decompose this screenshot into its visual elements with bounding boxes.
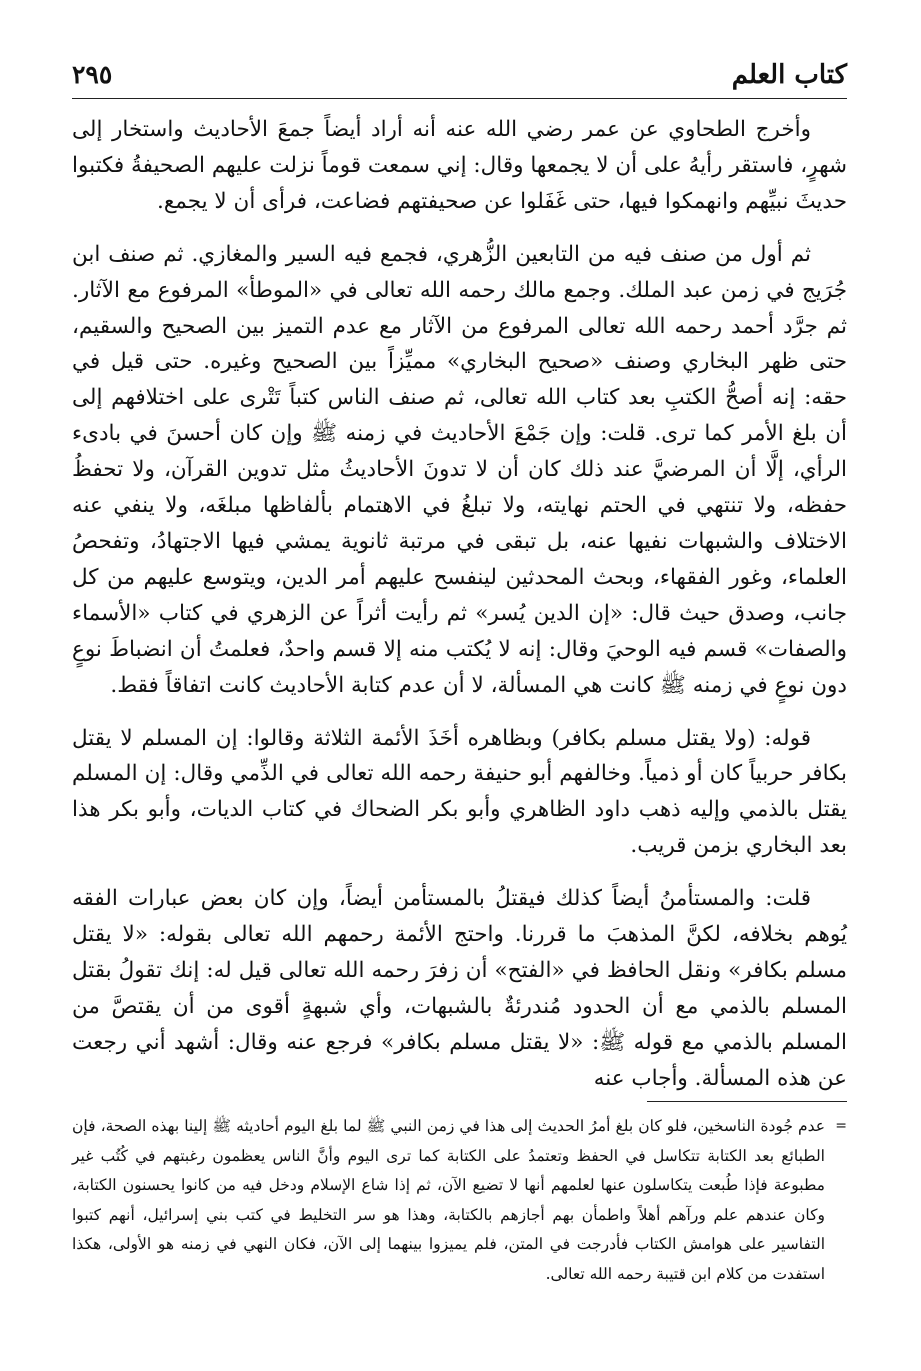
footnote-divider xyxy=(647,1101,847,1102)
page-header xyxy=(72,58,847,99)
running-title: كتاب العلم xyxy=(731,60,847,90)
footnote-text: عدم جُودة الناسخين، فلو كان بلغ أمرُ الحديث إلى هذا في زمن النبي ﷺ لما بلغ اليوم أحاديثه ﷺ إلينا بهذه الصحة، فإن الطبائع بعد الكتابة تتكاسل في الحفظ وتعتمدُ على الكتابة كما ترى اليوم وأنَّ الناس يعظمون رغبتهم في كُتُب غير مطبوعة فإذا طُبعت يتكاسلون عنها لعلمهم أنها لا تضيع الآن، ثم إذا شاع الإسلام ودخل فيه من كانوا يحسنون الكتابة، وكان عندهم علم ورآهم أهلاً واطمأن بهم أجازهم بالكتابة، وهذا هو سر التخليط في كتب بني إسرائيل، أنهم كتبوا التفاسير على هوامش الكتاب فأدرجت في المتن، فلم يميزوا بينهما إلى الآن، فكان النهي في زمنه هو الأولى، هكذا استفدت من كلام ابن قتيبة رحمه الله تعالى. xyxy=(72,1117,825,1283)
page-number: ٢٩٥ xyxy=(72,60,113,89)
paragraph-mustamin: قلت: والمستأمنُ أيضاً كذلك فيقتلُ بالمستأمن أيضاً، وإن كان بعض عبارات الفقه يُوهم بخلافه، لكنَّ المذهبَ ما قررنا. واحتج الأئمة رحمهم الله تعالى بقوله: «لا يقتل مسلم بكافر» ونقل الحافظ في «الفتح» أن زفرَ رحمه الله تعالى قيل له: إنك تقولُ بقتل المسلم بالذمي مع أن الحدود مُندرئةٌ بالشبهات، وأي شبهةٍ أقوى من أن يقتصَّ من المسلم بالذمي مع قوله ﷺ: «لا يقتل مسلم بكافر» فرجع عنه وقال: أشهد أني رجعت عن هذه المسألة. وأجاب عنه xyxy=(72,886,847,1091)
paragraph-first-compilers: ثم أول من صنف فيه من التابعين الزُّهري، فجمع فيه السير والمغازي. ثم صنف ابن جُرَيج في زمن عبد الملك. وجمع مالك رحمه الله تعالى في «الموطأ» المرفوع مع الآثار. ثم جرَّد أحمد رحمه الله تعالى المرفوع من الآثار مع عدم التميز بين الصحيح والسقيم، حتى ظهر البخاري وصنف «صحيح البخاري» مميِّزاً بين الصحيح وغيره. حتى قيل في حقه: إنه أصحُّ الكتبِ بعد كتاب الله تعالى، ثم صنف الناس كتباً تَتْرى على اختلافهم إلى أن بلغ الأمر كما ترى. قلت: وإن جَمْعَ الأحاديث في زمنه ﷺ وإن كان أحسنَ في بادىء الرأي، إلَّا أن المرضيَّ عند ذلك كان أن لا تدونَ الأحاديثُ مثل تدوين القرآن، ولا تحفظُ حفظه، ولا تنتهي في الحتم نهايته، ولا تبلغُ في الاهتمام بألفاظها مبلغَه، ولا ينفي عنه الاختلاف والشبهات نفيها عنه، بل تبقى في مرتبة ثانوية يمشي فيها الاجتهادُ، وتفحصُ العلماء، وغور الفقهاء، وبحث المحدثين لينفسح عليهم أمر الدين، ويتوسع عليهم من كل جانب، وصدق حيث قال: «إن الدين يُسر» ثم رأيت أثراً عن الزهري في كتاب «الأسماء والصفات» قسم فيه الوحيَ وقال: إنه لا يُكتب منه إلا قسم واحدٌ، فعلمتُ أن انضباطَ نوعٍ دون نوعٍ في زمنه ﷺ كانت هي المسألة، لا أن عدم كتابة الأحاديث كانت اتفاقاً فقط. xyxy=(72,241,847,698)
footnote-continuation-marker: = xyxy=(835,1118,847,1134)
paragraph-tahawi-umar: وأخرج الطحاوي عن عمر رضي الله عنه أنه أراد أيضاً جمعَ الأحاديث واستخار إلى شهرٍ، فاستقر رأيهُ على أن لا يجمعها وقال: إني سمعت قوماً نزلت عليهم الصحيفةُ فكتبوا حديثَ نبيِّهم وانهمكوا فيها، حتى غَفَلوا عن صحيفتهم فضاعت، فرأى أن لا يجمع. xyxy=(72,117,847,214)
paragraph-muslim-kafir: قوله: (ولا يقتل مسلم بكافر) وبظاهره أخَذَ الأئمة الثلاثة وقالوا: إن المسلم لا يقتل بكافر حربياً كان أو ذمياً. وخالفهم أبو حنيفة رحمه الله تعالى في الذِّمي وقال: إن المسلم يقتل بالذمي وإليه ذهب داود الظاهري وأبو بكر الضحاك في كتاب الديات، وأبو بكر هذا بعد البخاري بزمن قريب. xyxy=(72,725,847,859)
footnote-section xyxy=(72,1112,847,1289)
main-text xyxy=(72,112,847,1097)
